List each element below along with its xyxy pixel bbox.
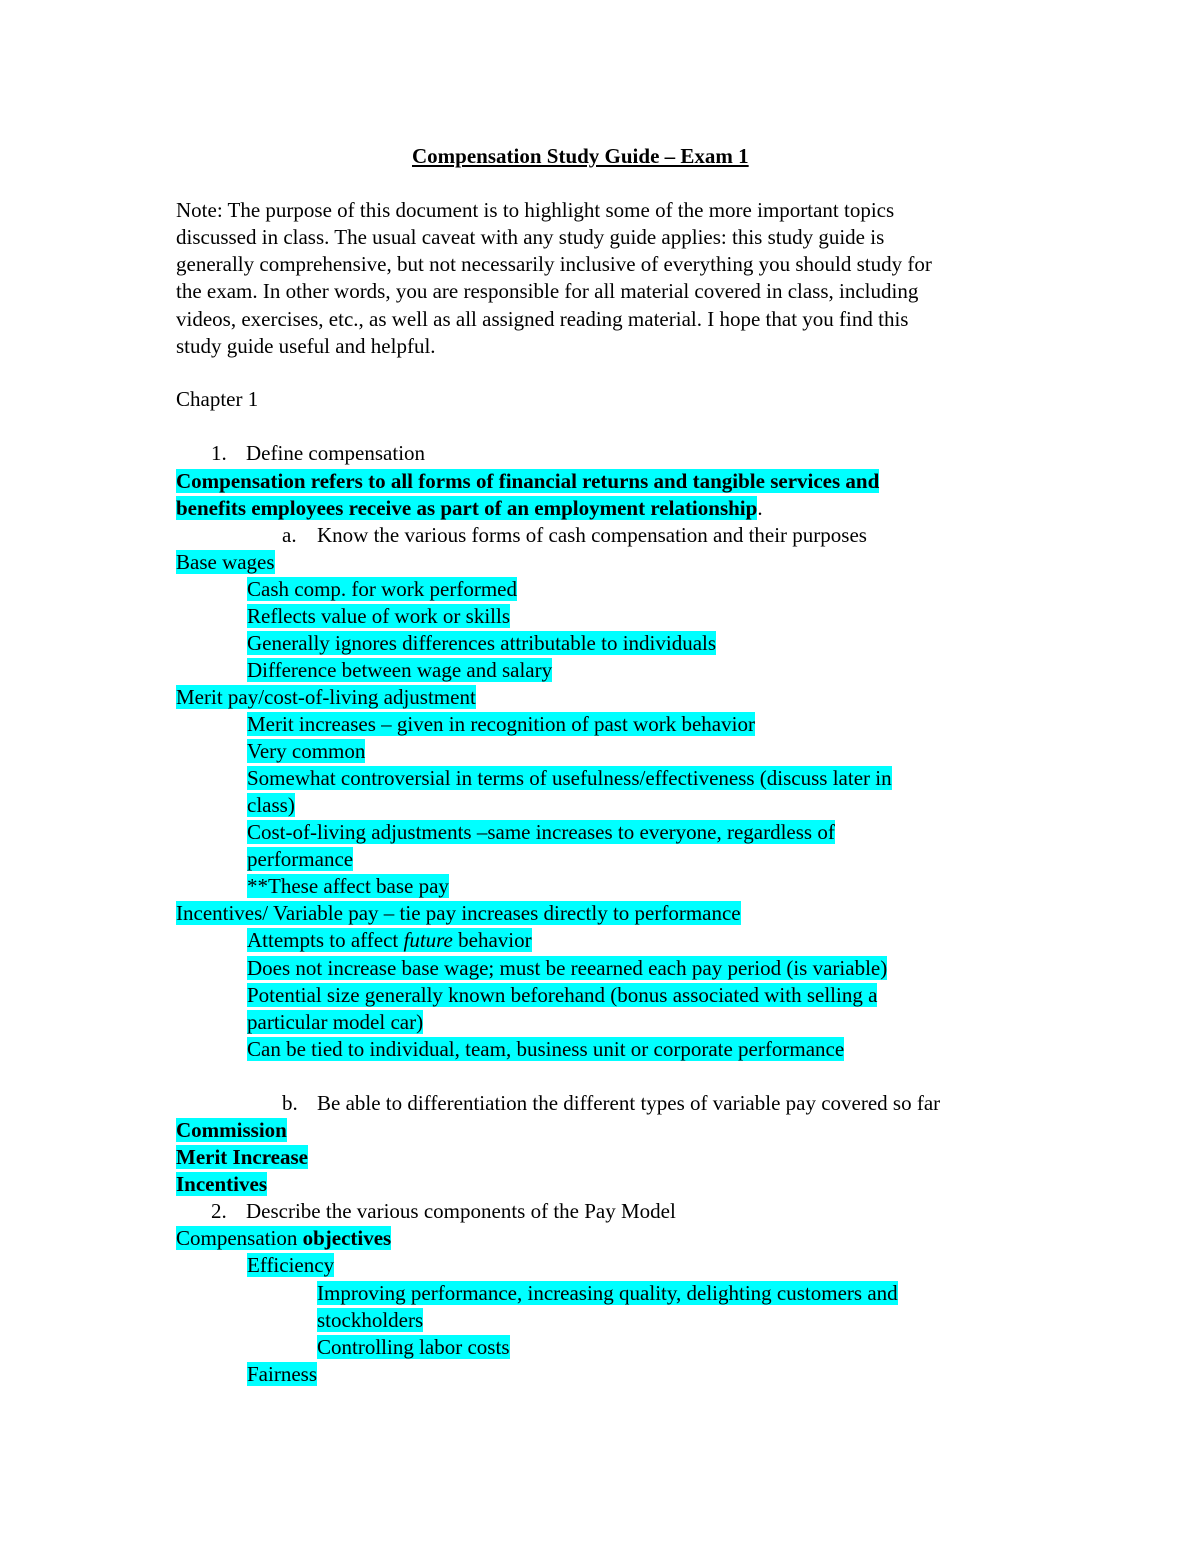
section-heading-objectives: Compensation objectives xyxy=(176,1226,392,1250)
list-item: **These affect base pay xyxy=(247,874,449,898)
emphasis-text: future xyxy=(403,928,453,952)
section-heading-base-wages: Base wages xyxy=(176,550,275,574)
list-item: stockholders xyxy=(317,1308,424,1332)
note-line: the exam. In other words, you are responsible for all material covered in class, including xyxy=(176,279,919,303)
definition-line xyxy=(176,495,763,522)
list-item: Difference between wage and salary xyxy=(247,658,553,682)
variable-type: Merit Increase xyxy=(176,1145,308,1169)
list-item: Improving performance, increasing quality, delighting customers and xyxy=(317,1281,898,1305)
subheading-efficiency: Efficiency xyxy=(247,1253,335,1277)
variable-type: Commission xyxy=(176,1118,287,1142)
question-a xyxy=(282,522,867,549)
definition-line xyxy=(176,468,879,495)
list-item: Controlling labor costs xyxy=(317,1335,510,1359)
list-item: Cash comp. for work performed xyxy=(247,577,518,601)
page-title: Compensation Study Guide – Exam 1 xyxy=(412,144,749,168)
note-line: discussed in class. The usual caveat with any study guide applies: this study guide is xyxy=(176,225,885,249)
list-item: Cost-of-living adjustments –same increases to everyone, regardless of xyxy=(247,820,835,844)
question-text: Describe the various components of the Pay Model xyxy=(246,1199,676,1223)
list-item: Does not increase base wage; must be reearned each pay period (is variable) xyxy=(247,956,888,980)
section-heading-incentives: Incentives/ Variable pay – tie pay increases directly to performance xyxy=(176,901,741,925)
list-item: Attempts to affect future behavior xyxy=(247,928,532,952)
list-item: Very common xyxy=(247,739,366,763)
question-text: Know the various forms of cash compensation and their purposes xyxy=(317,523,867,547)
list-item: Reflects value of work or skills xyxy=(247,604,511,628)
question-b xyxy=(282,1090,940,1117)
list-item: Merit increases – given in recognition of past work behavior xyxy=(247,712,755,736)
question-1 xyxy=(211,440,425,467)
list-item: Potential size generally known beforehand (bonus associated with selling a xyxy=(247,983,878,1007)
list-item: particular model car) xyxy=(247,1010,424,1034)
list-number: 2. xyxy=(211,1199,227,1223)
question-text: Be able to differentiation the different types of variable pay covered so far xyxy=(317,1091,941,1115)
question-text: Define compensation xyxy=(246,441,426,465)
list-item: Can be tied to individual, team, business unit or corporate performance xyxy=(247,1037,845,1061)
question-2 xyxy=(211,1198,676,1225)
note-line: videos, exercises, etc., as well as all assigned reading material. I hope that you find this xyxy=(176,307,909,331)
note-line: Note: The purpose of this document is to highlight some of the more important topics xyxy=(176,198,895,222)
section-heading-merit: Merit pay/cost-of-living adjustment xyxy=(176,685,476,709)
list-letter: a. xyxy=(282,523,297,547)
list-item: Generally ignores differences attributable to individuals xyxy=(247,631,717,655)
list-number: 1. xyxy=(211,441,227,465)
note-line: study guide useful and helpful. xyxy=(176,334,436,358)
highlighted-text: Compensation refers to all forms of financial returns and tangible services and xyxy=(176,469,880,493)
note-line: generally comprehensive, but not necessarily inclusive of everything you should study for xyxy=(176,252,932,276)
list-item: class) xyxy=(247,793,295,817)
definition-period: . xyxy=(757,496,763,520)
list-item: Somewhat controversial in terms of usefulness/effectiveness (discuss later in xyxy=(247,766,892,790)
subheading-fairness: Fairness xyxy=(247,1362,317,1386)
list-item: performance xyxy=(247,847,354,871)
list-letter: b. xyxy=(282,1091,298,1115)
variable-type: Incentives xyxy=(176,1172,267,1196)
highlighted-text: benefits employees receive as part of an employment relationship xyxy=(176,496,758,520)
chapter-heading: Chapter 1 xyxy=(176,387,259,411)
